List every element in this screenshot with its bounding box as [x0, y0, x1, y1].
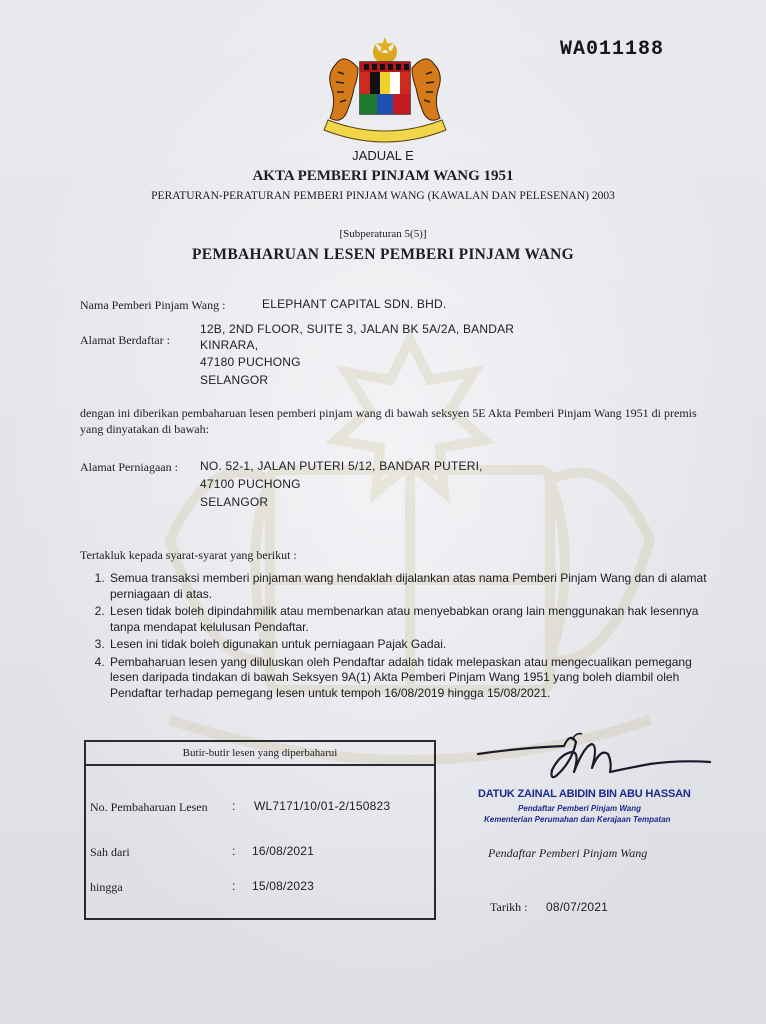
condition-item: 3. Lesen ini tidak boleh digunakan untuk perniagaan Pajak Gadai. — [108, 637, 720, 653]
valid-from-label: Sah dari — [90, 845, 130, 859]
renewal-number-value: WL7171/10/01-2/150823 — [254, 799, 391, 813]
condition-item: 4. Pembaharuan lesen yang diluluskan oleh Pendaftar adalah tidak melepaskan atau mengecualikan pemegang lesen daripada tindakan di bawah Seksyen 9A(1) Akta Pemberi Pinjam Wang 1951 yang boleh diambil oleh Pendaftar terhadap pemegang lesen untuk tempoh 16/08/2019 hingga 15/08/2021. — [108, 655, 720, 702]
valid-from-colon: : — [232, 844, 236, 858]
business-address-line: NO. 52-1, JALAN PUTERI 5/12, BANDAR PUTERI, — [200, 459, 483, 473]
conditions-intro: Tertakluk kepada syarat-syarat yang berikut : — [80, 548, 297, 562]
conditions-list — [90, 571, 720, 703]
signatory-name: DATUK ZAINAL ABIDIN BIN ABU HASSAN — [478, 788, 691, 800]
lender-name-value: ELEPHANT CAPITAL SDN. BHD. — [262, 297, 447, 311]
registered-address-line: 47180 PUCHONG — [200, 355, 301, 369]
malaysia-coat-of-arms-icon — [318, 34, 452, 144]
grant-statement: dengan ini diberikan pembaharuan lesen pemberi pinjam wang di bawah seksyen 5E Akta Pemberi Pinjam Wang 1951 di premis yang dinyatakan di bawah: — [80, 406, 697, 436]
act-title: AKTA PEMBERI PINJAM WANG 1951 — [252, 168, 514, 184]
renewal-box-heading: Butir-butir lesen yang diperbaharui — [86, 742, 434, 766]
valid-until-value: 15/08/2023 — [252, 879, 315, 893]
valid-until-colon: : — [232, 879, 236, 893]
signatory-title: Pendaftar Pemberi Pinjam Wang — [518, 804, 641, 813]
registrar-caption: Pendaftar Pemberi Pinjam Wang — [488, 846, 648, 860]
registered-address-line: SELANGOR — [200, 373, 269, 387]
document-title: PEMBAHARUAN LESEN PEMBERI PINJAM WANG — [192, 246, 574, 263]
registered-address-line: KINRARA, — [200, 338, 259, 352]
business-address-line: SELANGOR — [200, 495, 269, 509]
registered-address-line: 12B, 2ND FLOOR, SUITE 3, JALAN BK 5A/2A, BANDAR — [200, 322, 515, 336]
business-address-label: Alamat Perniagaan : — [80, 460, 178, 474]
subregulation-ref: [Subperaturan 5(5)] — [339, 228, 427, 240]
renewal-number-colon: : — [232, 799, 236, 813]
date-label: Tarikh : — [490, 900, 528, 914]
renewal-number-label: No. Pembaharuan Lesen — [90, 800, 208, 814]
schedule-label: JADUAL E — [352, 148, 414, 163]
valid-until-label: hingga — [90, 880, 123, 894]
lender-name-label: Nama Pemberi Pinjam Wang : — [80, 298, 226, 312]
business-address-line: 47100 PUCHONG — [200, 477, 301, 491]
serial-number: WA011188 — [560, 38, 665, 61]
regulations-title: PERATURAN-PERATURAN PEMBERI PINJAM WANG (KAWALAN DAN PELESENAN) 2003 — [151, 190, 615, 202]
condition-item: 1. Semua transaksi memberi pinjaman wang hendaklah dijalankan atas nama Pemberi Pinjam Wang dan di alamat perniagaan di atas. — [108, 571, 720, 602]
condition-item: 2. Lesen tidak boleh dipindahmilik atau membenarkan atau menyebabkan orang lain menggunakan hak lesennya tanpa mendapat kelulusan Pendaftar. — [108, 604, 720, 635]
valid-from-value: 16/08/2021 — [252, 844, 315, 858]
renewal-details-box — [84, 740, 436, 920]
registered-address-label: Alamat Berdaftar : — [80, 333, 170, 347]
date-value: 08/07/2021 — [546, 900, 609, 914]
signatory-ministry: Kementerian Perumahan dan Kerajaan Tempatan — [484, 815, 671, 824]
